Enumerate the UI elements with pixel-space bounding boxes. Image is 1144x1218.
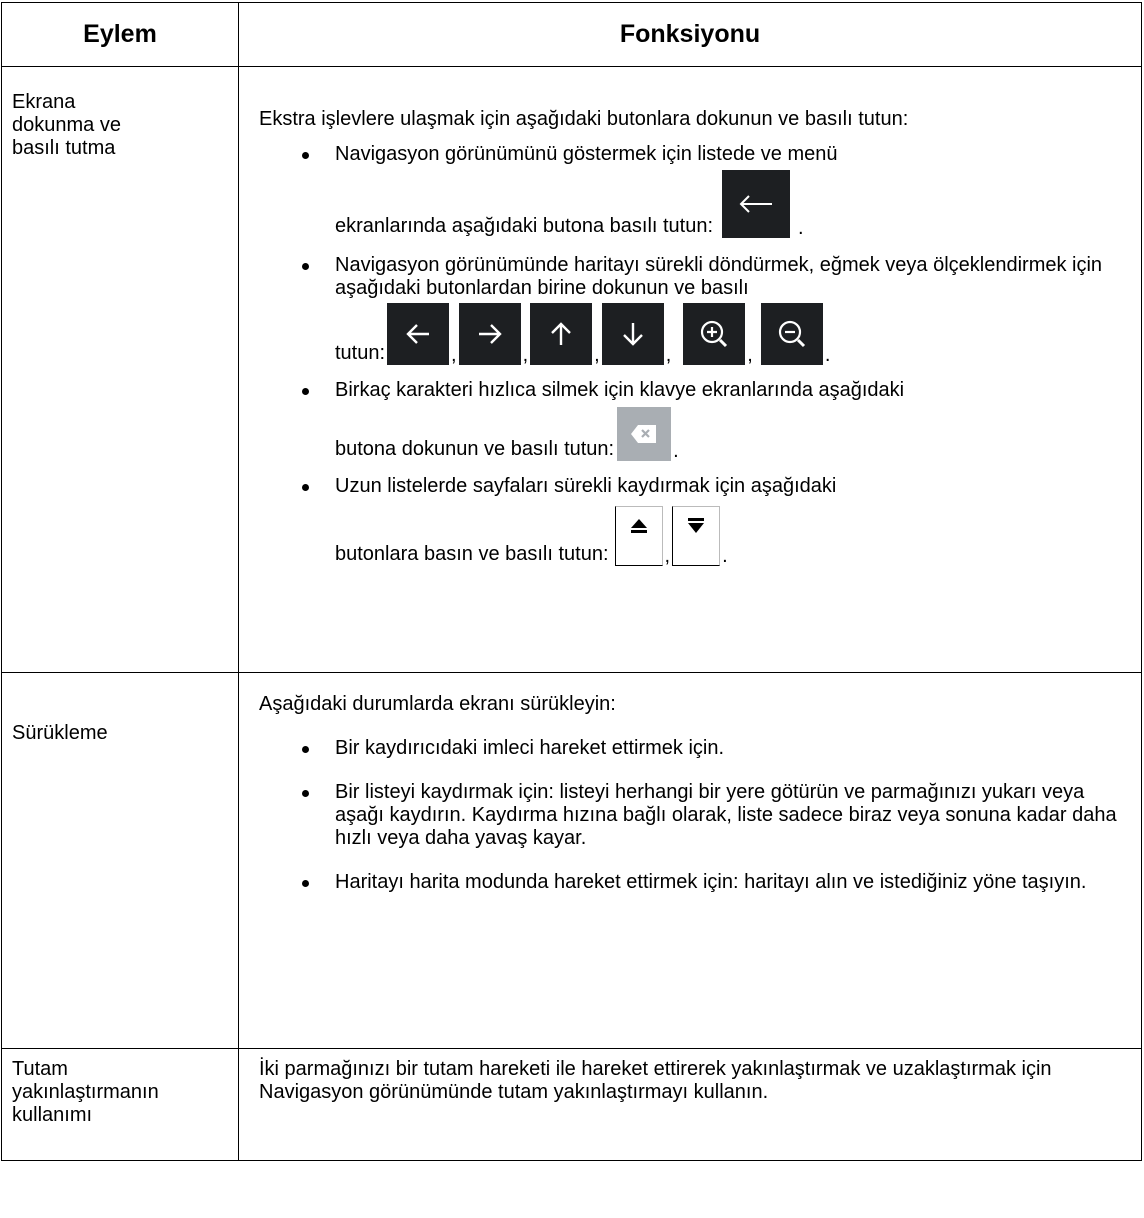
item-line1: Navigasyon görünümünde haritayı sürekli döndürmek, eğmek veya ölçeklendirmek için aşağıdaki butonlardan birine dokunun ve basılı: [335, 254, 1103, 299]
function-cell: [239, 67, 1142, 673]
list-item: Haritayı harita modunda hareket ettirmek için: haritayı alın ve istediğiniz yöne taşıyın.: [259, 871, 1129, 894]
item-line1: Birkaç karakteri hızlıca silmek için klavye ekranlarında aşağıdaki: [335, 379, 905, 401]
zoom-out-icon[interactable]: [761, 303, 823, 365]
header-eylem: Eylem: [2, 3, 239, 67]
list-item: Uzun listelerde sayfaları sürekli kaydırmak için aşağıdaki butonlara basın ve basılı tutun: , .: [259, 475, 1129, 566]
list-item: Bir kaydırıcıdaki imleci hareket ettirmek için.: [259, 737, 1129, 760]
arrow-left-icon[interactable]: [387, 303, 449, 365]
action-label: Sürükleme: [12, 722, 108, 744]
scroll-up-icon[interactable]: [615, 506, 663, 566]
bullet-list: [259, 737, 1129, 894]
item-line2: ekranlarında aşağıdaki butona basılı tutun:: [335, 215, 714, 237]
function-table: [1, 2, 1142, 1161]
bullet-list: [259, 143, 1129, 566]
action-cell: [2, 67, 239, 673]
action-cell: [2, 673, 239, 1049]
zoom-in-icon[interactable]: [683, 303, 745, 365]
item-line2: butona dokunun ve basılı tutun:: [335, 438, 615, 460]
table-row: [2, 67, 1142, 673]
intro-text: İki parmağınızı bir tutam hareketi ile hareket ettirerek yakınlaştırmak ve uzaklaştırmak için Navigasyon görünümünde tutam yakınlaştırmayı kullanın.: [259, 1058, 1052, 1103]
intro-text: Aşağıdaki durumlarda ekranı sürükleyin:: [259, 693, 616, 715]
item-line1: Uzun listelerde sayfaları sürekli kaydırmak için aşağıdaki: [335, 475, 837, 497]
table-row: [2, 673, 1142, 1049]
item-line1: Navigasyon görünümünü göstermek için listede ve menü: [335, 143, 838, 165]
list-item: Birkaç karakteri hızlıca silmek için klavye ekranlarında aşağıdaki butona dokunun ve basılı tutun: .: [259, 379, 1129, 461]
scroll-down-icon[interactable]: [672, 506, 720, 566]
list-item: Navigasyon görünümünü göstermek için listede ve menü ekranlarında aşağıdaki butona basılı tutun: .: [259, 143, 1129, 238]
function-cell: [239, 673, 1142, 1049]
list-item: Bir listeyi kaydırmak için: listeyi herhangi bir yere götürün ve parmağınızı yukarı veya aşağı kaydırın. Kaydırma hızına bağlı olarak, liste sadece biraz veya sonuna kadar daha hızlı veya daha yavaş kayar.: [259, 781, 1129, 850]
table-header-row: [2, 3, 1142, 67]
backspace-icon[interactable]: [617, 407, 671, 461]
item-line2: butonlara basın ve basılı tutun:: [335, 543, 609, 565]
list-item: Navigasyon görünümünde haritayı sürekli döndürmek, eğmek veya ölçeklendirmek için aşağıdaki butonlardan birine dokunun ve basılı tutun: , , , , , .: [259, 254, 1129, 365]
back-arrow-icon: [722, 170, 790, 238]
action-label: Tutam yakınlaştırmanın kullanımı: [12, 1058, 159, 1126]
arrow-right-icon[interactable]: [459, 303, 521, 365]
arrow-down-icon[interactable]: [602, 303, 664, 365]
header-fonksiyonu: Fonksiyonu: [239, 3, 1142, 67]
item-line2: tutun:: [335, 342, 386, 364]
action-label: Ekrana dokunma ve basılı tutma: [12, 91, 121, 159]
function-cell: [239, 1049, 1142, 1161]
intro-text: Ekstra işlevlere ulaşmak için aşağıdaki butonlara dokunun ve basılı tutun:: [259, 108, 909, 130]
arrow-up-icon[interactable]: [530, 303, 592, 365]
action-cell: [2, 1049, 239, 1161]
table-row: [2, 1049, 1142, 1161]
